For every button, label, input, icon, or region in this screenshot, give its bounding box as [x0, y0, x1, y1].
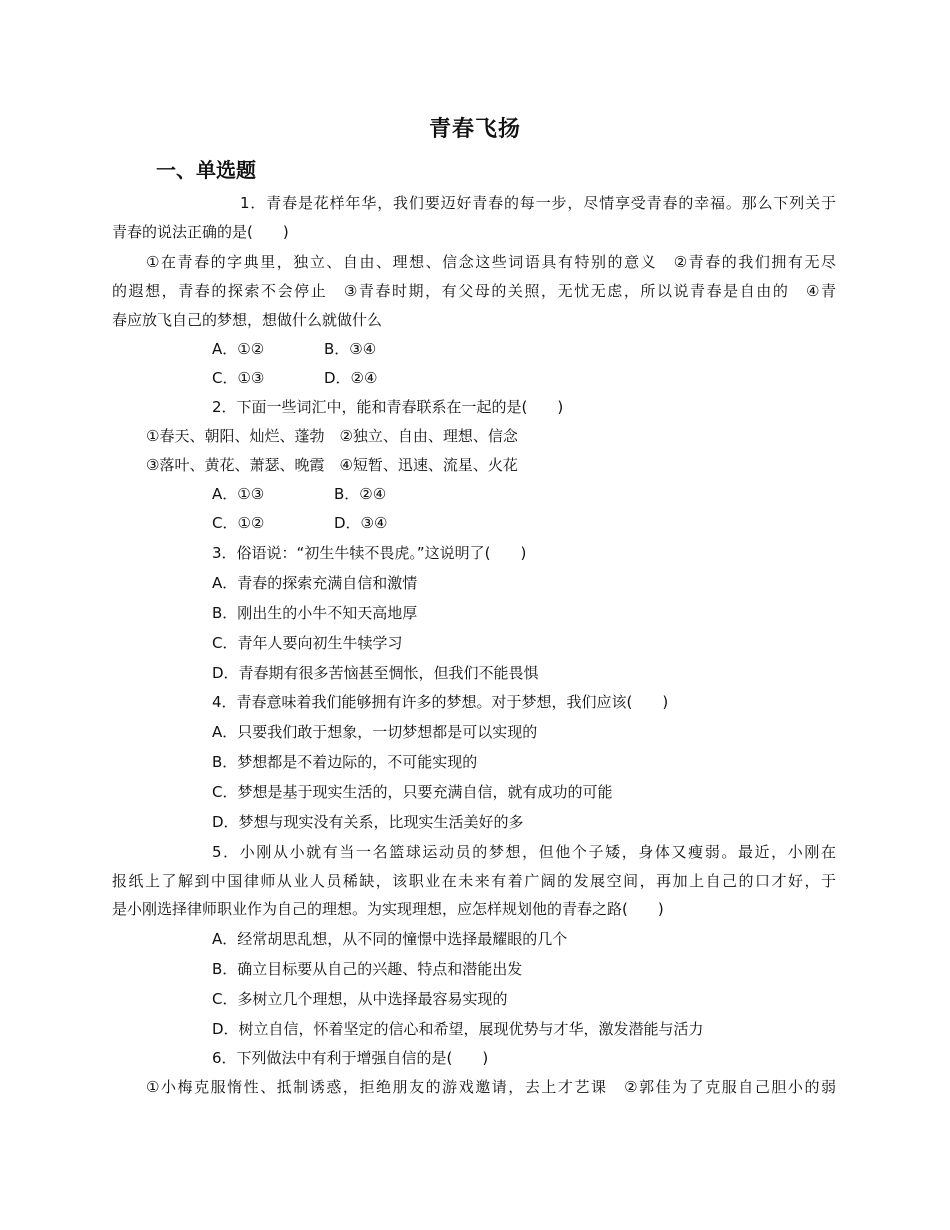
q3-option-b: B．刚出生的小牛不知天高地厚: [212, 604, 418, 622]
q3-option-c: C．青年人要向初生牛犊学习: [212, 634, 403, 652]
q5-option-a: A．经常胡思乱想，从不同的憧憬中选择最耀眼的几个: [212, 930, 568, 948]
q6-statement-line1: ①小梅克服惰性、抵制诱惑，拒绝朋友的游戏邀请，去上才艺课 ②郭佳为了克服自己胆小的弱: [146, 1078, 836, 1096]
page-title: 青春飞扬: [428, 117, 521, 142]
q1-statement-line3: 春应放飞自己的梦想，想做什么就做什么: [112, 311, 383, 329]
q3-option-a: A．青春的探索充满自信和激情: [212, 574, 418, 592]
section-heading: 一、单选题: [156, 158, 256, 182]
q2-stem: 2．下面一些词汇中，能和青春联系在一起的是( ): [212, 398, 564, 416]
q5-option-c: C．多树立几个理想，从中选择最容易实现的: [212, 990, 508, 1008]
q6-stem: 6．下列做法中有利于增强自信的是( ): [212, 1049, 489, 1067]
q4-option-d: D．梦想与现实没有关系，比现实生活美好的多: [212, 813, 524, 831]
q2-option-d: D．③④: [334, 514, 388, 532]
q3-stem: 3．俗语说：“初生牛犊不畏虎。”这说明了( ): [212, 544, 527, 562]
q1-option-b: B．③④: [324, 340, 377, 358]
q5-stem-line2: 报纸上了解到中国律师从业人员稀缺，该职业在未来有着广阔的发展空间，再加上自己的口才好，于: [112, 872, 836, 890]
q2-option-c: C．①②: [212, 514, 265, 532]
q1-option-a: A．①②: [212, 340, 265, 358]
q3-option-d: D．青春期有很多苦恼甚至惆怅，但我们不能畏惧: [212, 664, 539, 682]
q1-statement-line2: 的遐想，青春的探索不会停止 ③青春时期，有父母的关照，无忧无虑，所以说青春是自由的 ④青: [112, 282, 836, 300]
q4-stem: 4．青春意味着我们能够拥有许多的梦想。对于梦想，我们应该( ): [212, 693, 669, 711]
q2-statement-line1: ①春天、朝阳、灿烂、蓬勃 ②独立、自由、理想、信念: [146, 427, 518, 445]
q4-option-c: C．梦想是基于现实生活的，只要充满自信，就有成功的可能: [212, 783, 613, 801]
q1-stem-line2: 青春的说法正确的是( ): [112, 223, 289, 241]
q1-option-c: C．①③: [212, 369, 265, 387]
q1-stem-line1: 1．青春是花样年华，我们要迈好青春的每一步，尽情享受青春的幸福。那么下列关于: [240, 194, 836, 212]
q4-option-a: A．只要我们敢于想象，一切梦想都是可以实现的: [212, 723, 538, 741]
q5-option-b: B．确立目标要从自己的兴趣、特点和潜能出发: [212, 960, 523, 978]
q2-option-a: A．①③: [212, 485, 265, 503]
q5-stem-line3: 是小刚选择律师职业作为自己的理想。为实现理想，应怎样规划他的青春之路( ): [112, 900, 664, 918]
q5-option-d: D．树立自信，怀着坚定的信心和希望，展现优势与才华，激发潜能与活力: [212, 1020, 704, 1038]
q2-statement-line2: ③落叶、黄花、萧瑟、晚霞 ④短暂、迅速、流星、火花: [146, 456, 518, 474]
q4-option-b: B．梦想都是不着边际的，不可能实现的: [212, 753, 478, 771]
q2-option-b: B．②④: [334, 485, 387, 503]
q1-statement-line1: ①在青春的字典里，独立、自由、理想、信念这些词语具有特别的意义 ②青春的我们拥有无尽: [146, 253, 836, 271]
q1-option-d: D．②④: [324, 369, 378, 387]
q5-stem-line1: 5．小刚从小就有当一名篮球运动员的梦想，但他个子矮，身体又瘦弱。最近，小刚在: [212, 843, 836, 861]
